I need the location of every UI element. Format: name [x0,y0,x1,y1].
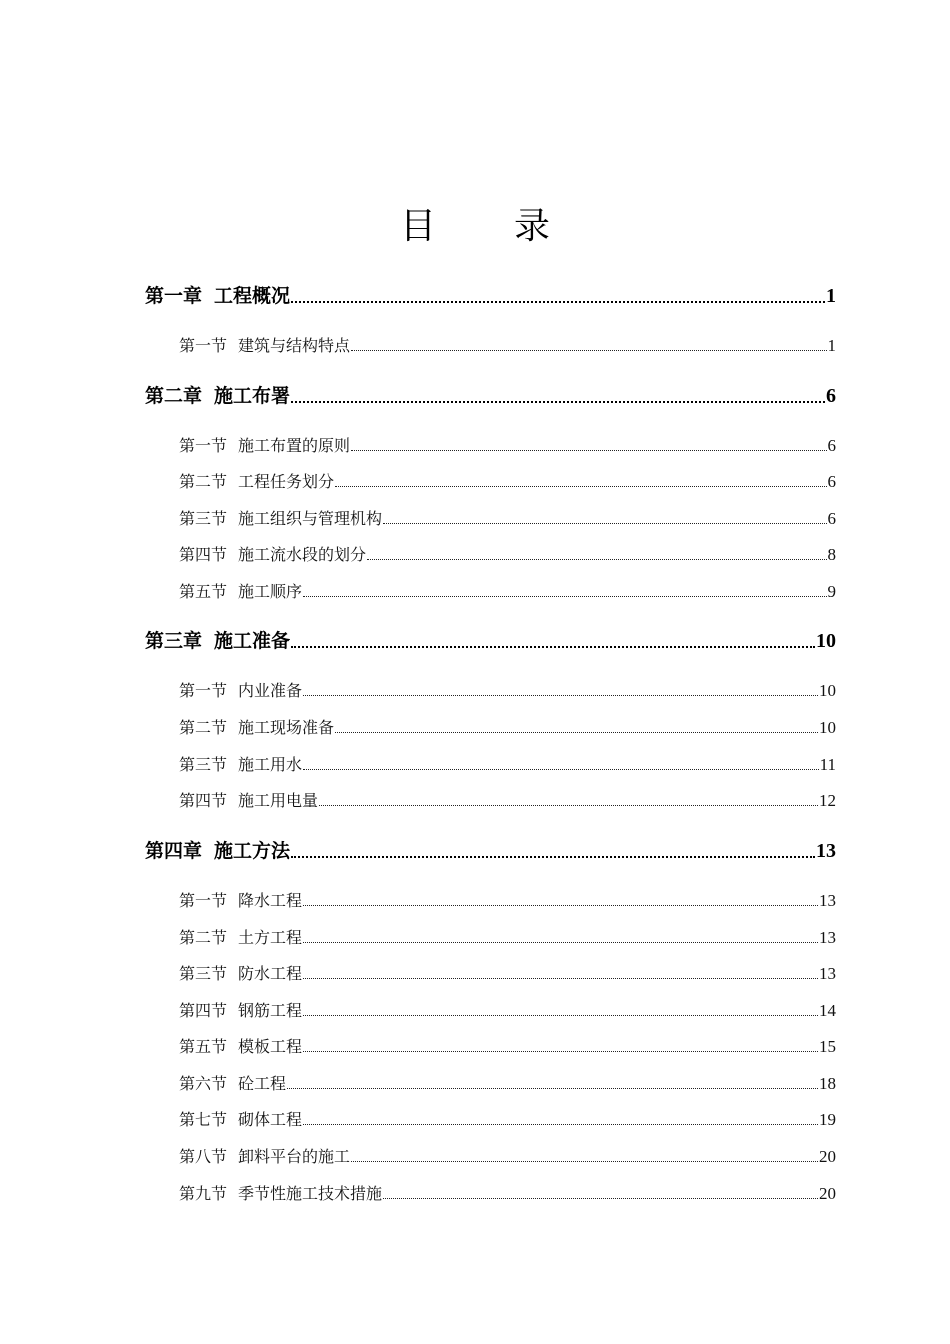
section-title: 施工用水 [238,755,303,774]
dot-leader [303,578,826,602]
chapter-number: 第一章 [145,285,203,307]
toc-section[interactable] [179,677,836,701]
page-number: 20 [819,1184,836,1203]
toc-chapter-4[interactable] [145,835,836,863]
dot-leader [303,960,818,984]
toc-section[interactable] [179,1033,836,1057]
dot-leader [319,787,818,811]
section-number: 第二节 [179,472,228,491]
page-number: 9 [827,582,836,601]
section-number: 第二节 [179,718,228,737]
page-number: 10 [819,681,836,700]
page-number: 8 [827,545,836,564]
section-number: 第九节 [179,1184,228,1203]
toc-section[interactable] [179,997,836,1021]
toc-chapter-1[interactable] [145,280,836,308]
page-number: 14 [819,1001,836,1020]
section-title: 季节性施工技术措施 [238,1184,383,1203]
dot-leader [303,1106,818,1130]
page-number: 18 [819,1074,836,1093]
dot-leader [303,997,818,1021]
toc-section[interactable] [179,1070,836,1094]
dot-leader [303,887,818,911]
dot-leader [383,505,826,529]
page-number: 19 [819,1110,836,1129]
section-number: 第三节 [179,509,228,528]
toc-section[interactable] [179,924,836,948]
chapter-number: 第二章 [145,385,203,407]
dot-leader [303,751,819,775]
section-number: 第一节 [179,681,228,700]
page-title [0,198,950,248]
chapter-title: 施工方法 [214,840,291,862]
section-title: 施工组织与管理机构 [238,509,383,528]
toc-chapter-2[interactable] [145,380,836,408]
page-number: 10 [819,718,836,737]
section-number: 第三节 [179,964,228,983]
dot-leader [291,625,815,653]
toc-section[interactable] [179,1180,836,1204]
page-number: 10 [816,630,836,652]
title-char-2: 录 [514,205,551,247]
toc-section[interactable] [179,887,836,911]
chapter-title: 施工布署 [214,385,291,407]
dot-leader [287,1070,818,1094]
section-title: 模板工程 [238,1037,303,1056]
section-number: 第二节 [179,928,228,947]
section-title: 建筑与结构特点 [238,336,351,355]
toc-section[interactable] [179,787,836,811]
section-number: 第一节 [179,336,228,355]
toc-section[interactable] [179,1143,836,1167]
chapter-title: 工程概况 [214,285,291,307]
page-number: 11 [819,755,836,774]
toc-section[interactable] [179,714,836,738]
toc-section[interactable] [179,751,836,775]
section-number: 第七节 [179,1110,228,1129]
dot-leader [291,380,825,408]
page-number: 13 [819,964,836,983]
dot-leader [291,280,825,308]
page-number: 1 [827,336,836,355]
chapter-title: 施工准备 [214,630,291,652]
dot-leader [367,541,826,565]
section-number: 第五节 [179,1037,228,1056]
page-number: 13 [819,891,836,910]
section-number: 第一节 [179,891,228,910]
section-title: 砼工程 [238,1074,287,1093]
chapter-number: 第四章 [145,840,203,862]
section-title: 施工现场准备 [238,718,335,737]
dot-leader [351,332,826,356]
page-number: 6 [827,509,836,528]
section-title: 施工流水段的划分 [238,545,367,564]
toc-section[interactable] [179,505,836,529]
toc-section[interactable] [179,332,836,356]
section-title: 施工用电量 [238,791,319,810]
dot-leader [303,924,818,948]
toc-section[interactable] [179,541,836,565]
section-title: 钢筋工程 [238,1001,303,1020]
section-number: 第六节 [179,1074,228,1093]
section-title: 土方工程 [238,928,303,947]
page-number: 13 [819,928,836,947]
page-number: 6 [827,472,836,491]
page-number: 1 [826,285,836,307]
section-title: 卸料平台的施工 [238,1147,351,1166]
section-title: 施工布置的原则 [238,436,351,455]
toc-chapter-3[interactable] [145,625,836,653]
page-number: 20 [819,1147,836,1166]
toc-section[interactable] [179,578,836,602]
page-number: 13 [816,840,836,862]
dot-leader [291,835,815,863]
dot-leader [335,714,818,738]
dot-leader [303,1033,818,1057]
page-number: 12 [819,791,836,810]
page-number: 15 [819,1037,836,1056]
section-title: 工程任务划分 [238,472,335,491]
section-number: 第四节 [179,1001,228,1020]
title-char-1: 目 [399,205,436,247]
section-title: 内业准备 [238,681,303,700]
page-number: 6 [827,436,836,455]
dot-leader [351,432,826,456]
dot-leader [335,468,826,492]
dot-leader [351,1143,818,1167]
section-number: 第三节 [179,755,228,774]
section-number: 第一节 [179,436,228,455]
section-number: 第四节 [179,791,228,810]
toc-section[interactable] [179,468,836,492]
toc-section[interactable] [179,960,836,984]
section-title: 防水工程 [238,964,303,983]
section-title: 施工顺序 [238,582,303,601]
section-title: 降水工程 [238,891,303,910]
dot-leader [383,1180,818,1204]
section-title: 砌体工程 [238,1110,303,1129]
section-number: 第五节 [179,582,228,601]
toc-section[interactable] [179,1106,836,1130]
section-number: 第四节 [179,545,228,564]
dot-leader [303,677,818,701]
chapter-number: 第三章 [145,630,203,652]
toc-section[interactable] [179,432,836,456]
page-number: 6 [826,385,836,407]
section-number: 第八节 [179,1147,228,1166]
